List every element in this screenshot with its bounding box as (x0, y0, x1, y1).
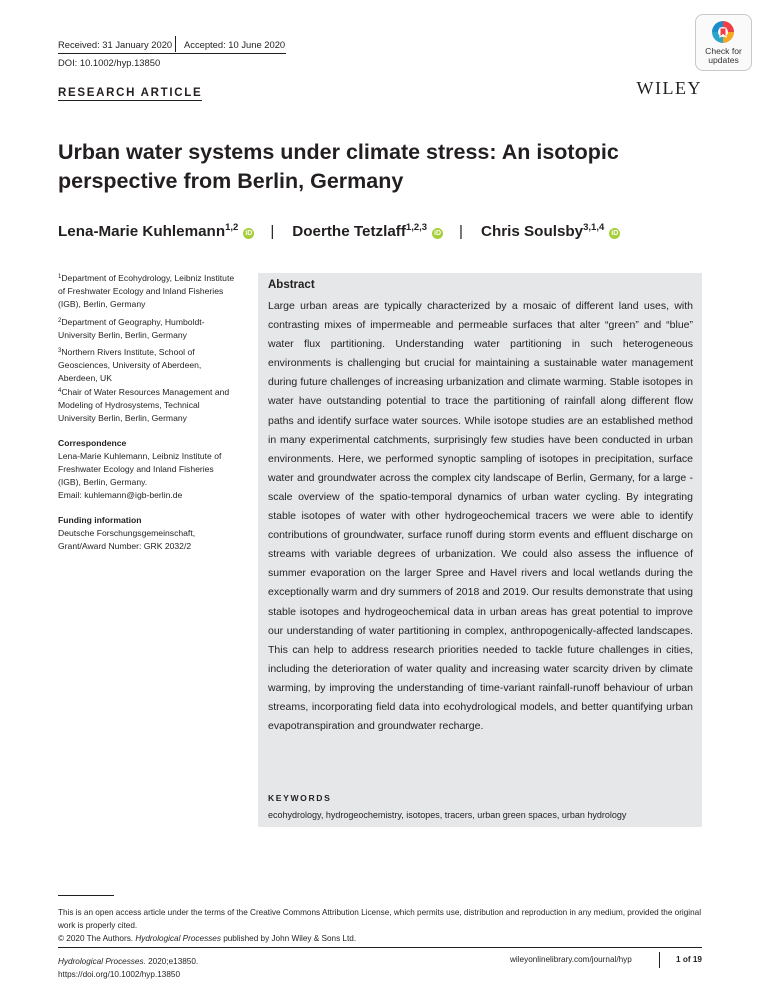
header-rule (58, 53, 286, 54)
correspondence-text: Lena-Marie Kuhlemann, Leibniz Institute of Freshwater Ecology and Inland Fisheries (IGB), Berlin, Germany. (58, 451, 222, 487)
journal-url-link[interactable]: wileyonlinelibrary.com/journal/hyp (510, 955, 632, 964)
article-title: Urban water systems under climate stress: An isotopic perspective from Berlin, Germany (58, 140, 619, 193)
correspondence-email[interactable]: Email: kuhlemann@igb-berlin.de (58, 490, 183, 500)
author-3[interactable]: Chris Soulsby$^{3,1,4}$iD (481, 222, 619, 240)
keywords-heading: KEYWORDS (268, 793, 332, 803)
orcid-icon[interactable]: iD (245, 230, 253, 237)
orcid-icon[interactable]: iD (434, 230, 442, 237)
doi[interactable]: DOI: 10.1002/hyp.13850 (58, 57, 161, 68)
article-type: RESEARCH ARTICLE (58, 87, 203, 99)
received-date: Received: 31 January 2020 (58, 39, 173, 50)
affiliation-3: $^3$Northern Rivers Institute, School of Geosciences, University of Aberdeen, Aberdeen, UK (58, 347, 202, 383)
header-separator (175, 36, 176, 52)
affiliation-2: $^2$Department of Geography, Humboldt-University Berlin, Berlin, Germany (58, 317, 205, 340)
affiliation-4: $^4$Chair of Water Resources Management and Modeling of Hydrosystems, Technical University Berlin, Berlin, Germany (58, 387, 230, 423)
funding-heading: Funding information (58, 515, 142, 525)
author-list (58, 222, 620, 240)
footer-separator (659, 952, 660, 968)
correspondence-heading: Correspondence (58, 438, 127, 448)
check-for-updates-label: Check for updates (705, 46, 742, 65)
funding-text: Deutsche Forschungsgemeinschaft, Grant/Award Number: GRK 2032/2 (58, 528, 196, 551)
footer-rule (58, 947, 702, 948)
abstract-heading: Abstract (268, 279, 315, 291)
journal-citation: Hydrological Processes. 2020;e13850. https://doi.org/10.1002/hyp.13850 (58, 957, 199, 979)
funding-information (58, 514, 238, 553)
footnote-rule (58, 895, 114, 896)
author-separator: | (459, 223, 463, 240)
keywords-list: ecohydrology, hydrogeochemistry, isotopes, tracers, urban green spaces, urban hydrology (268, 810, 627, 820)
check-for-updates-icon (711, 20, 735, 44)
license-notice (58, 906, 703, 945)
check-for-updates-button[interactable] (695, 14, 752, 71)
orcid-icon[interactable]: iD (611, 230, 619, 237)
page-number: 1 of 19 (676, 955, 702, 964)
affiliation-1: $^1$Department of Ecohydrology, Leibniz Institute of Freshwater Ecology and Inland Fisheries (IGB), Berlin, Germany (58, 273, 235, 309)
author-2[interactable]: Doerthe Tetzlaff$^{1,2,3}$iD (292, 222, 442, 240)
correspondence (58, 437, 238, 502)
publisher-logo: WILEY (636, 78, 702, 98)
author-separator: | (270, 223, 275, 240)
license-text: This is an open access article under the terms of the Creative Commons Attribution License, which permits use, distribution and reproduction in any medium, provided the original work is properly cited. (58, 908, 702, 930)
author-1[interactable]: Lena-Marie Kuhlemann$^{1,2}$iD (58, 222, 253, 240)
abstract-box (258, 273, 702, 827)
copyright-line: © 2020 The Authors. Hydrological Processes published by John Wiley & Sons Ltd. (58, 934, 357, 943)
footer-doi-link[interactable]: https://doi.org/10.1002/hyp.13850 (58, 970, 180, 979)
accepted-date: Accepted: 10 June 2020 (184, 39, 286, 50)
abstract-text: Large urban areas are typically characterized by a mosaic of different land uses, with contrasting mixes of impermeable and permeable surfaces that alter “green” and “blue” water flux partitioning. Understanding water partitioning in such heterogeneous environments is challenging but crucial for maintaining a sustainable water management during future challenges of increasing urbanization and climate warming. Stable isotopes in water have outstanding potential to trace the partitioning of rainfall along different flow paths and identify surface water sources. While isotope studies are an established method in many experimental catchments, surprisingly few studies have been conducted in urban environments. Here, we performed synoptic sampling of isotopes in precipitation, surface water and groundwater across the complex city landscape of Berlin, Germany, for a large -scale overview of the spatio-temporal dynamics of urban water cycling. By integrating stable isotopes of water with other hydrogeochemical tracers we were able to identify contributions of groundwater, surface runoff during storm events and effluent discharge on streams with variable degrees of urbanization. We could also assess the influence of summer evaporation on the larger Spree and Havel rivers and local wetlands during the exceptionally warm and dry summers of 2018 and 2019. Our results demonstrate that using stable isotopes and hydrogeochemical data in urban areas has great potential to improve our understanding of water partitioning in complex, anthropogenically-affected landscapes. This can help to address research priorities needed to tackle future challenges in cities, including the deterioration of water quality and increasing water scarcity driven by climate warming, by improving the understanding of time-variant rainfall-runoff behaviour of urban streams, incorporating field data into ecohydrological models, and better quantifying urban evapotranspiration and groundwater recharge. (268, 300, 693, 733)
